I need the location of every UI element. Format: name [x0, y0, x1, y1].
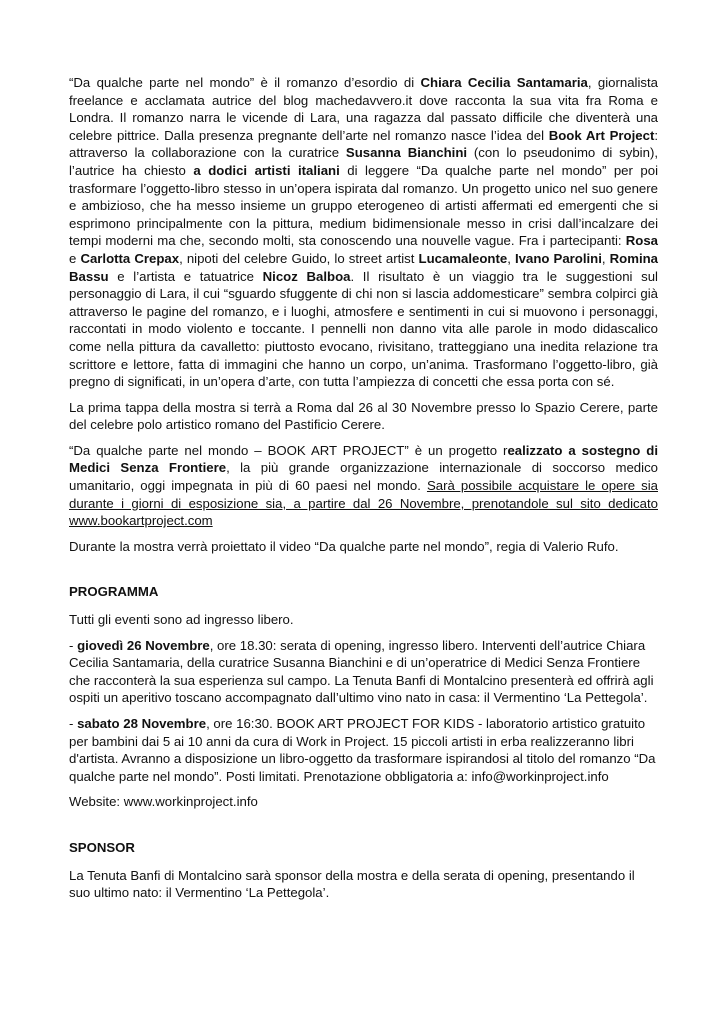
- msf-highlight: ealizzato a sostegno di Medici Senza Frontiere: [69, 442, 658, 476]
- artist-name: Romina Bassu: [69, 250, 659, 284]
- text-run: e l’artista e tatuatrice: [108, 268, 263, 284]
- text-run: “Da qualche parte nel mondo – BOOK ART PROJECT” è un progetto r: [69, 442, 508, 458]
- text-run: ,: [601, 250, 610, 266]
- artist-name: Lucamaleonte: [418, 250, 508, 266]
- curator-name: Susanna Bianchini: [345, 145, 468, 161]
- text-run: di leggere “Da qualche parte nel mondo” per poi trasformare l’oggetto-libro stesso in un’opera ispirata dal romanzo. Un progetto unico nel suo genere e ambizioso, che ha messo insieme un gruppo eterogeneo di artisti affermati ed emergenti che si esprimono principalmente con la pittura, medium bidimensionale messo in crisi dall’incalzare dei tempi moderni ma che, secondo molti, sta conoscendo una nouvelle vague. Fra i partecipanti:: [69, 162, 658, 249]
- sponsor-paragraph: La Tenuta Banfi di Montalcino sarà sponsor della mostra e della serata di opening, presentando il suo ultimo nato: il Vermentino ‘La Pettegola’.: [69, 867, 635, 901]
- artist-name: Rosa: [625, 233, 658, 249]
- text-run: , giornalista freelance e acclamata autrice del blog machedavvero.it dove racconta la sua vita fra Roma e Londra. Il romanzo narra le vicende di Lara, una ragazza dal passato difficile che diventerà una celebre pittrice. Dalla presenza pregnante dell’arte nel romanzo nasce l’idea del: [69, 75, 658, 143]
- video-paragraph: Durante la mostra verrà proiettato il video “Da qualche parte nel mondo”, regia di Valerio Rufo.: [69, 538, 619, 554]
- text-run: , la più grande organizzazione internazionale di soccorso medico umanitario, oggi impegnata in più di 60 paesi nel mondo.: [69, 460, 659, 494]
- project-name: Book Art Project: [548, 127, 655, 143]
- venue-paragraph: La prima tappa della mostra si terrà a Roma dal 26 al 30 Novembre presso lo Spazio Cerere, parte del celebre polo artistico romano del Pastificio Cerere.: [69, 399, 658, 433]
- free-entry-note: Tutti gli eventi sono ad ingresso libero.: [69, 612, 294, 628]
- intro-paragraph: [69, 74, 658, 391]
- text-run: , nipoti del celebre Guido, lo street artist: [179, 250, 419, 266]
- author-name: Chiara Cecilia Santamaria: [420, 75, 588, 90]
- event-kids: [69, 715, 658, 785]
- sponsor-heading: SPONSOR: [69, 839, 135, 855]
- artist-name: Carlotta Crepax: [80, 250, 180, 266]
- event-date: giovedì 26 Novembre: [77, 637, 210, 653]
- twelve-artists: a dodici artisti italiani: [193, 162, 340, 178]
- text-run: , ore 16:30. BOOK ART PROJECT FOR KIDS - laboratorio artistico gratuito per bambini dai 5 ai 10 anni da cura di Work in Project. 15 piccoli artisti in erba realizzeranno libri d'artista. Avranno a disposizione un libro-oggetto da trasformare ispirandosi al titolo del romanzo “Da qualche parte nel mondo”. Posti limitati. Prenotazione obbligatoria a: info@workinproject.info: [69, 716, 656, 784]
- text-run: , ore 18.30: serata di opening, ingresso libero. Interventi dell’autrice Chiara Cecilia Santamaria, della curatrice Susanna Bianchini e di un’operatrice di Medici Senza Frontiere che racconterà la sua esperienza sul campo. La Tenuta Banfi di Montalcino presenterà ed offrirà agli ospiti un aperitivo toscano accompagnato dall’ultimo vino nato in casa: il Vermentino ‘La Pettegola’.: [69, 637, 654, 706]
- text-run: e: [69, 250, 81, 266]
- programma-heading: PROGRAMMA: [69, 584, 159, 600]
- text-run: : attraverso la collaborazione con la curatrice: [69, 127, 659, 161]
- text-run: -: [69, 637, 78, 653]
- event-opening: [69, 637, 658, 707]
- event-date: sabato 28 Novembre: [77, 716, 207, 731]
- text-run: ,: [507, 250, 515, 266]
- artist-name: Nicoz Balboa: [262, 268, 351, 284]
- artist-name: Ivano Parolini: [514, 250, 602, 266]
- document-page: [69, 74, 658, 910]
- text-run: . Il risultato è un viaggio tra le suggestioni sul personaggio di Lara, il cui “sguardo sfuggente di chi non si lascia addomesticare” sembra colpirci già attraverso le pagine del romanzo, e i luoghi, atmosfere e sentimenti in cui si muovono i personaggi, raccontati in modo violento e toccante. I pennelli non danno vita alle parole in modo didascalico come nella pittura da cavalletto: piuttosto evocano, rivisitano, tratteggiano una inedita relazione tra scrittore e lettore, fatta di immagini che hanno un corpo, un’anima. Trasformano l’oggetto-libro, già pregno di significati, in un’opera d’arte, con tutta l’ampiezza di concetti che essa porta con sé.: [69, 268, 658, 390]
- website-line: Website: www.workinproject.info: [69, 794, 258, 810]
- text-run: (con lo pseudonimo di sybin), l’autrice ha chiesto: [69, 145, 658, 178]
- text-run: “Da qualche parte nel mondo” è il romanzo d’esordio di: [69, 75, 421, 90]
- purchase-link-text[interactable]: Sarà possibile acquistare le opere sia durante i giorni di esposizione sia, a partire dal 26 Novembre, prenotandole sul sito dedicato www.bookartproject.com: [69, 478, 658, 529]
- text-run: -: [69, 716, 78, 731]
- msf-paragraph: [69, 442, 658, 530]
